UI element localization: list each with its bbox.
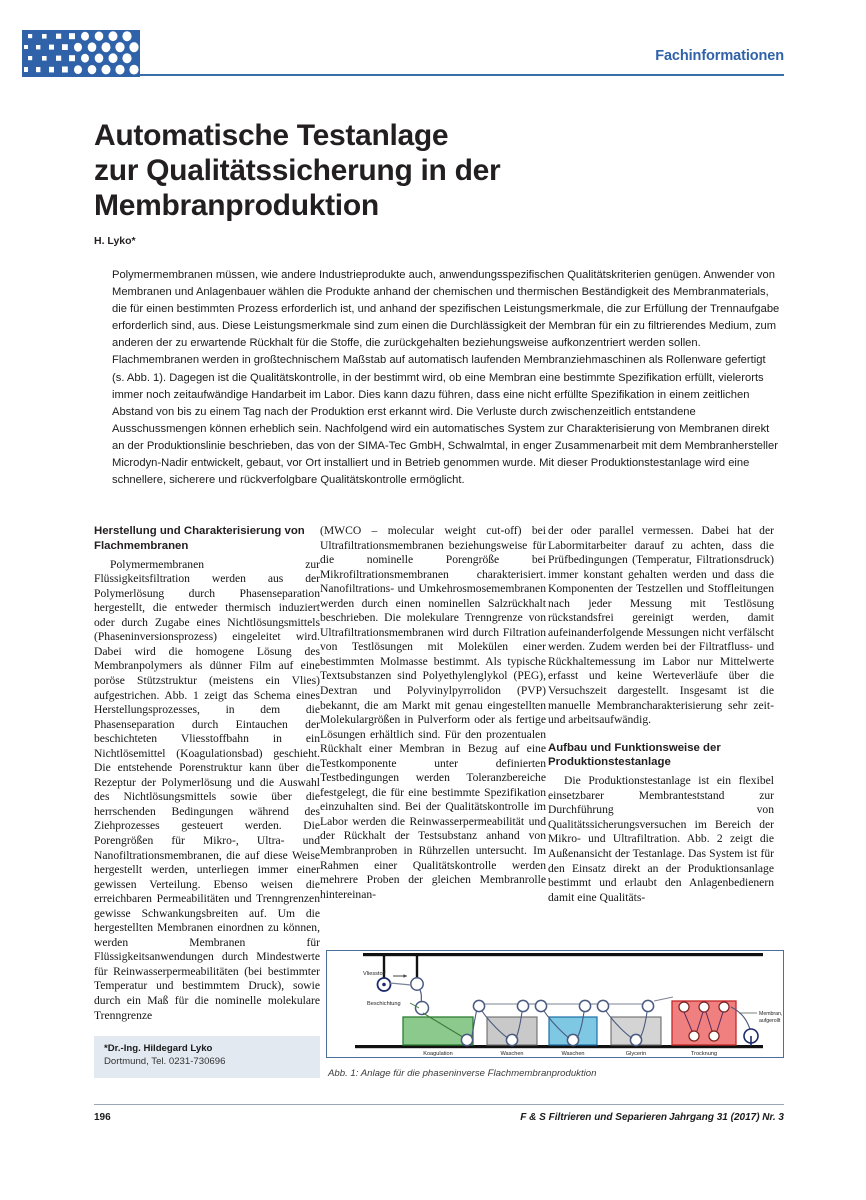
roller-w2-out [579, 1000, 590, 1011]
roller-gly-bottom [630, 1034, 641, 1045]
header-divider [140, 74, 784, 76]
figure-bath-label-waschen-1: Waschen [500, 1051, 524, 1057]
footer-divider [94, 1104, 784, 1105]
author-footnote-name: *Dr.-Ing. Hildegard Lyko [104, 1043, 213, 1054]
web-path-1 [390, 983, 411, 985]
figure-bath-label-glycerin: Glycerin [625, 1051, 647, 1057]
author-footnote-box [94, 1036, 320, 1078]
title-line-3: Membranproduktion [94, 189, 379, 222]
article-author: H. Lyko* [94, 235, 136, 247]
figure-bath-label-waschen-2: Waschen [561, 1051, 585, 1057]
dot-pattern-icon [22, 30, 140, 77]
roller-koagulation-bottom [461, 1034, 472, 1045]
roller-dryer-t1 [679, 1002, 689, 1012]
roller-w1-in [473, 1000, 484, 1011]
page-title [94, 118, 734, 223]
author-footnote-address: Dortmund, Tel. 0231-730696 [104, 1056, 226, 1067]
figure-label-membran-line2: aufgerollt [759, 1018, 781, 1024]
figure-bath-label-trocknung: Trocknung [690, 1051, 718, 1057]
roller-dryer-t3 [719, 1002, 729, 1012]
footer-journal-name: F & S Filtrieren und Separieren [520, 1112, 667, 1123]
paragraph-col2: (MWCO – molecular weight cut-off) bei Ultrafiltrationsmembranen beziehungsweise für die nominelle Porengröße bei Mikrofiltrationsmembranen charakterisiert. Nanofiltrations- und Umkehrosmosemembranen werden durch einen nominellen Salzrückhalt beschrieben. Die molekulare Trenngrenze von Ultrafiltrationsmembranen wird durch Filtration von Testlösungen mit Molekülen einer bestimmten Molmasse bestimmt. Als typische Textsubstanzen sind Polyethylenglykol (PEG), Dextran und Polyvinylpyrrolidon (PVP) bekannt, die am Markt mit genau eingestellten Molekulargrößen in Pulverform oder als fertige Lösungen erhältlich sind. Für den prozentualen Rückhalt einer Membran in Bezug auf eine Testkomponente unter definierten Testbedingungen werden Toleranzbereiche festgelegt, die für eine bestimmte Spezifikation einzuhalten sind. Bei der Qualitätskontrolle im Labor werden die Reinwasserpermeabilität und der Rückhalt der Testsubstanz anhand von Membranproben in Rührzellen untersucht. Im Rahmen einer Qualitätskontrolle werden mehrere Proben der gleichen Membranrolle hintereinan- [320, 524, 546, 901]
body-column-2 [320, 524, 546, 902]
roller-dryer-b2 [709, 1031, 719, 1041]
figure-1-caption: Abb. 1: Anlage für die phaseninverse Flachmembranproduktion [328, 1068, 597, 1079]
web-dryer-enter [654, 997, 673, 1001]
roller-gly-out [642, 1000, 653, 1011]
figure-label-membran-line1: Membran, [759, 1011, 783, 1017]
section-label: Fachinformationen [655, 48, 784, 64]
footer-page-number: 196 [94, 1112, 111, 1123]
roller-gly-in [597, 1000, 608, 1011]
section-heading-herstellung: Herstellung und Charakterisierung von Flachmembranen [94, 525, 305, 552]
paragraph-col1: Polymermembranen zur Flüssigkeitsfiltration werden aus der Polymerlösung durch Phasenseparation hergestellt, die entweder thermisch induziert oder durch Zugabe eines Nichtlösungsmittels (Phaseninversionsprozess) eingeleitet wird. Dabei wird die homogene Lösung des Membranpolymers als dünner Film auf eine poröse Stützstruktur (meistens ein Vlies) aufgestrichen. Abb. 1 zeigt das Schema eines Herstellungsprozesses, in dem die Phasenseparation durch Eintauchen der beschichteten Vliesstoffbahn in ein Nichtlösemittel (Koagulationsbad) geschieht. Die entstehende Porenstruktur kann über die Rezeptur der Polymerlösung und die Auswahl des Nichtlösungsmittels sowie über die herrschenden Bedingungen während des Ziehprozesses gesteuert werden. Die Porengrößen für Mikro-, Ultra- und Nanofiltrationsmembranen, die auf diese Weise hergestellt werden, unterliegen immer einer gewissen Verteilung. Ebenso weisen die erreichbaren Permeabilitäten und Trenngrenzen gewisse Schwankungsbreiten auf. Um die hergestellten Membranen einordnen zu können, werden Membranen für Flüssigkeitsanwendungen durch Mindestwerte für Reinwasserpermeabilitäten (bei bestimmter Temperatur und bestimmtem Druck), sowie durch ein Maß für die nominelle molekulare Trenngrenze [94, 557, 320, 1022]
ceiling-bar [363, 953, 763, 956]
direction-arrow-head [404, 974, 408, 977]
roller-w1-out [517, 1000, 528, 1011]
section-heading-aufbau: Aufbau und Funktionsweise der Produktionstestanlage [548, 741, 721, 769]
roller-w2-bottom [567, 1034, 578, 1045]
membrane-production-schematic [327, 951, 783, 1057]
body-column-3 [548, 524, 774, 905]
abstract-text: Polymermembranen müssen, wie andere Industrieprodukte auch, anwendungsspezifischen Qualitätskriterien genügen. Anwender von Membranen und Anlagenbauer wählen die Produkte anhand der chemischen und thermischen Beständigkeit des Membranmaterials, die für einen bestimmten Prozess erforderlich ist, und anhand der spezifischen Leistungsmerkmale, die zur Erfüllung der Trennaufgabe erforderlich sind, aus. Diese Leistungsmerkmale sind zum einen die Durchlässigkeit der Membran für ein zu filtrierendes Medium, zum anderen der zu erwartende Rückhalt für die Stoffe, die zurückgehalten beziehungsweise aufkonzentriert werden sollen. Flachmembranen werden in großtechnischem Maßstab auf automatisch laufenden Membranziehmaschinen als Rollenware gefertigt (s. Abb. 1). Dagegen ist die Qualitätskontrolle, in der bestimmt wird, ob eine Membran eine bestimmte Spezifikation erfüllt, vielerorts immer noch zeitaufwändige Handarbeit im Labor. Dies kann dazu führen, dass eine nicht erfüllte Spezifikation in einem zeitlichen Abstand von bis zu einem Tag nach der Produktion erst erkannt wird. Die Verluste durch zwischenzeitlich entstandene Ausschussmengen können erheblich sein. Nachfolgend wird ein automatisches System zur Charakterisierung von Membranen direkt an der Produktionslinie beschrieben, das von der SIMA-Tec GmbH, Schwalmtal, in enger Zusammenarbeit mit dem Membranhersteller Microdyn-Nadir entwickelt, gebaut, vor Ort installiert und in Betrieb genommen wurde. Mit dieser Produktionstestanlage wird eine schnellere, sicherere und rückverfolgbare Qualitätskontrolle ermöglicht. [112, 269, 780, 487]
title-line-1: Automatische Testanlage [94, 119, 449, 152]
footer-issue-info: Jahrgang 31 (2017) Nr. 3 [668, 1112, 784, 1123]
roller-beschichtung [416, 1002, 429, 1015]
roller-vliesstoff-hub [382, 983, 386, 987]
figure-label-beschichtung: Beschichtung [367, 1001, 401, 1007]
roller-dryer-t2 [699, 1002, 709, 1012]
title-block [94, 118, 734, 247]
fs-dot-logo [22, 30, 140, 77]
roller-2 [411, 978, 423, 990]
paragraph-col3-first: der oder parallel vermessen. Dabei hat der Labormitarbeiter darauf zu achten, dass die Prüfbedingungen (Temperatur, Filtrationsdruck) immer konstant gehalten werden und dass die Komponenten der Testzellen und Stoffleitungen nach jeder Messung mit Testlösung rückstandsfrei gereinigt werden, damit aufeinanderfolgende Messungen nicht verfälscht werden. Zudem werden bei der Filtratfluss- und Rückhaltemessung im Labor nur Mittelwerte erfasst und keine Werteverläufe über die Versuchszeit dargestellt. Insgesamt ist die manuelle Membrancharakterisierung sehr zeit- und arbeitsaufwändig. [548, 524, 774, 727]
title-line-2: zur Qualitätssicherung in der [94, 154, 501, 187]
roller-dryer-b1 [689, 1031, 699, 1041]
body-column-1 [94, 524, 320, 1023]
figure-bath-label-koagulation: Koagulation [423, 1051, 453, 1057]
web-path-2 [420, 990, 422, 1002]
roller-w2-in [535, 1000, 546, 1011]
figure-label-vliesstoff: Vliesstoff [363, 971, 386, 977]
paragraph-col3-second: Die Produktionstestanlage ist ein flexibel einsetzbarer Membranteststand zur Durchführung von Qualitätssicherungsversuchen im Bereich der Mikro- und Ultrafiltration. Abb. 2 zeigt die Außenansicht der Testanlage. Das System ist für den Einsatz direkt an der Produktionsanlage bestimmt und erlaubt den Anlagenbedienern damit eine Qualitäts- [548, 774, 774, 904]
figure-1-diagram [326, 950, 784, 1058]
roller-w1-bottom [506, 1034, 517, 1045]
page-header [0, 30, 866, 80]
